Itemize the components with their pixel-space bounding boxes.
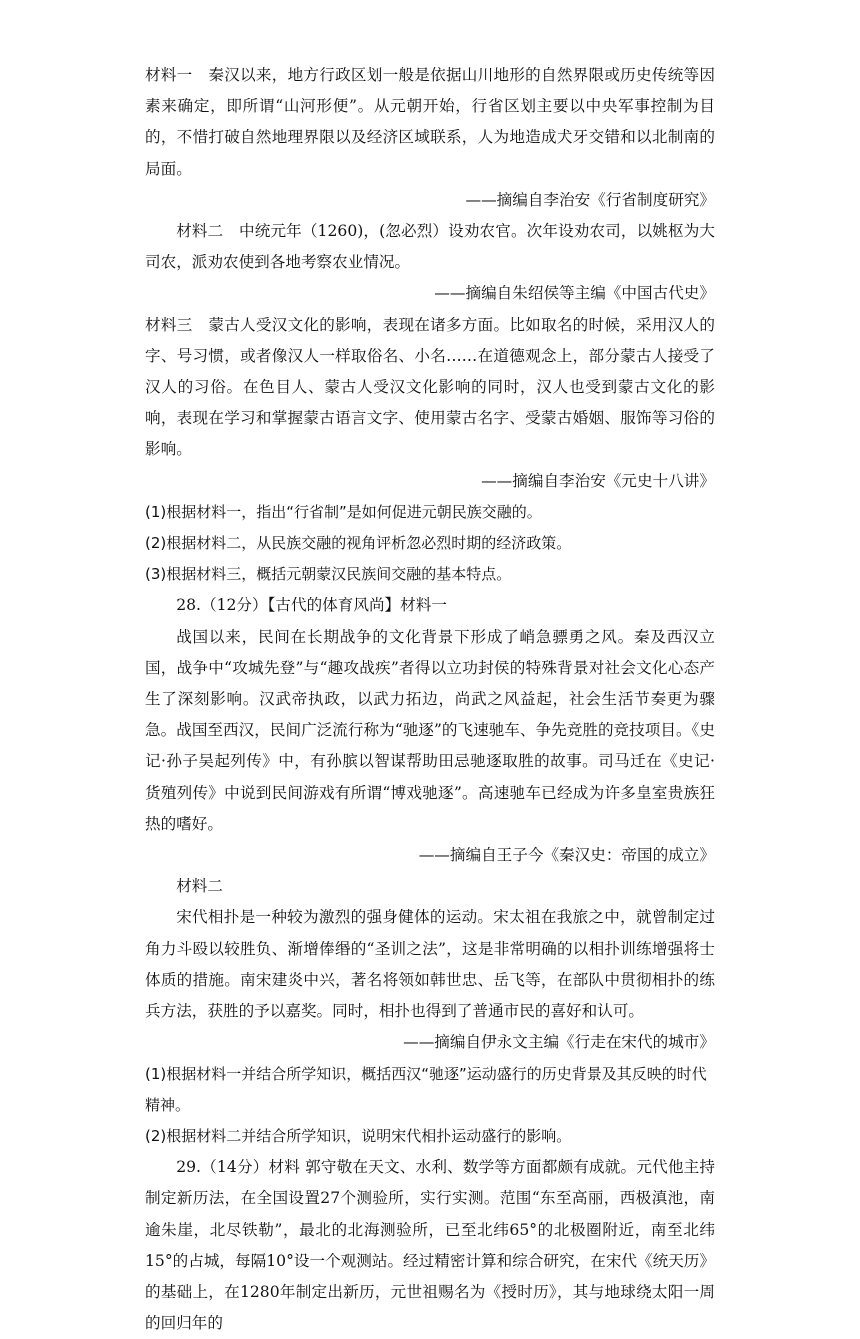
material-3-text: 蒙古人受汉文化的影响，表现在诸多方面。比如取名的时候，采用汉人的字、号习惯，或者像汉人一样取俗名、小名……在道德观念上，部分蒙古人接受了汉人的习俗。在色目人、蒙古人受汉文化影响的同时，汉人也受到蒙古文化的影响，表现在学习和掌握蒙古语言文字、使用蒙古名字、受蒙古婚姻、服饰等习俗的影响。 <box>145 315 715 459</box>
question-28-material-2: 宋代相扑是一种较为激烈的强身健体的运动。宋太祖在我旅之中，就曾制定过角力斗殴以较胜负、渐增俸缗的“圣训之法”，这是非常明确的以相扑训练增强将士体质的措施。南宋建炎中兴，著名将领如韩世忠、岳飞等，在部队中贯彻相扑的练兵方法，获胜的予以嘉奖。同时，相扑也得到了普通市民的喜好和认可。 <box>145 908 715 1021</box>
question-1: (1)根据材料一，指出“行省制”是如何促进元朝民族交融的。 <box>145 502 542 521</box>
material-3-paragraph <box>145 310 715 466</box>
material-1-label: 材料一 <box>145 66 193 84</box>
material-2-label: 材料二 <box>176 222 224 241</box>
material-3-label: 材料三 <box>145 315 193 334</box>
question-28-material-2-label: 材料二 <box>176 877 223 896</box>
material-1-source: ——摘编自李治安《行省制度研究》 <box>465 190 715 209</box>
question-2: (2)根据材料二，从民族交融的视角评析忽必烈时期的经济政策。 <box>145 534 572 553</box>
question-3: (3)根据材料三，概括元朝蒙汉民族间交融的基本特点。 <box>145 565 512 584</box>
material-2-paragraph <box>145 216 715 278</box>
question-28-material-1-source: ——摘编自王子今《秦汉史：帝国的成立》 <box>418 846 715 865</box>
question-29-text: 29.（14分）材料 郭守敬在天文、水利、数学等方面都颇有成就。元代他主持制定新历法，在全国设置27个测验所，实行实测。范围“东至高丽，西极滇池，南逾朱崖，北尽铁勒”，最北的北海测验所，已至北纬65°的北极圈附近，南至北纬15°的占城，每隔10°设一个观测站。经过精密计算和综合研究，在宋代《统天历》的基础上，在1280年制定出新历，元世祖赐名为《授时历》，其与地球绕太阳一周的回归年的 <box>145 1158 715 1333</box>
material-2-text: 中统元年（1260)，(忽必烈）设劝农官。次年设劝农司，以姚枢为大司农，派劝农使到各地考察农业情况。 <box>145 222 715 272</box>
document-page <box>145 60 715 1339</box>
material-3-source: ——摘编自李治安《元史十八讲》 <box>481 471 715 490</box>
question-28-sub-2: (2)根据材料二并结合所学知识，说明宋代相扑运动盛行的影响。 <box>145 1126 572 1145</box>
question-28-material-1: 战国以来，民间在长期战争的文化背景下形成了峭急骠勇之风。秦及西汉立国，战争中“攻城先登”与“趣攻战疾”者得以立功封侯的特殊背景对社会文化心态产生了深刻影响。汉武帝执政，以武力拓边，尚武之风益起，社会生活节奏更为骤急。战国至西汉，民间广泛流行称为“驰逐”的飞速驰车、争先竞胜的竞技项目。《史记·孙子吴起列传》中，有孙膑以智谋帮助田忌驰逐取胜的故事。司马迁在《史记·货殖列传》中说到民间游戏有所谓“博戏驰逐”。高速驰车已经成为许多皇室贵族狂热的嗜好。 <box>145 627 715 833</box>
material-2-source: ——摘编自朱绍侯等主编《中国古代史》 <box>434 284 715 303</box>
material-1-text: 秦汉以来，地方行政区划一般是依据山川地形的自然界限或历史传统等因素来确定，即所谓“山河形便”。从元朝开始，行省区划主要以中央军事控制为目的，不惜打破自然地理界限以及经济区域联系，人为地造成犬牙交错和以北制南的局面。 <box>145 66 715 178</box>
question-28-sub-1: (1)根据材料一并结合所学知识，概括西汉“驰逐”运动盛行的历史背景及其反映的时代精神。 <box>145 1064 707 1114</box>
material-1-paragraph <box>145 60 715 185</box>
question-28-header: 28.（12分）【古代的体育风尚】材料一 <box>176 596 447 615</box>
question-28-material-2-source: ——摘编自伊永文主编《行走在宋代的城市》 <box>403 1033 715 1052</box>
